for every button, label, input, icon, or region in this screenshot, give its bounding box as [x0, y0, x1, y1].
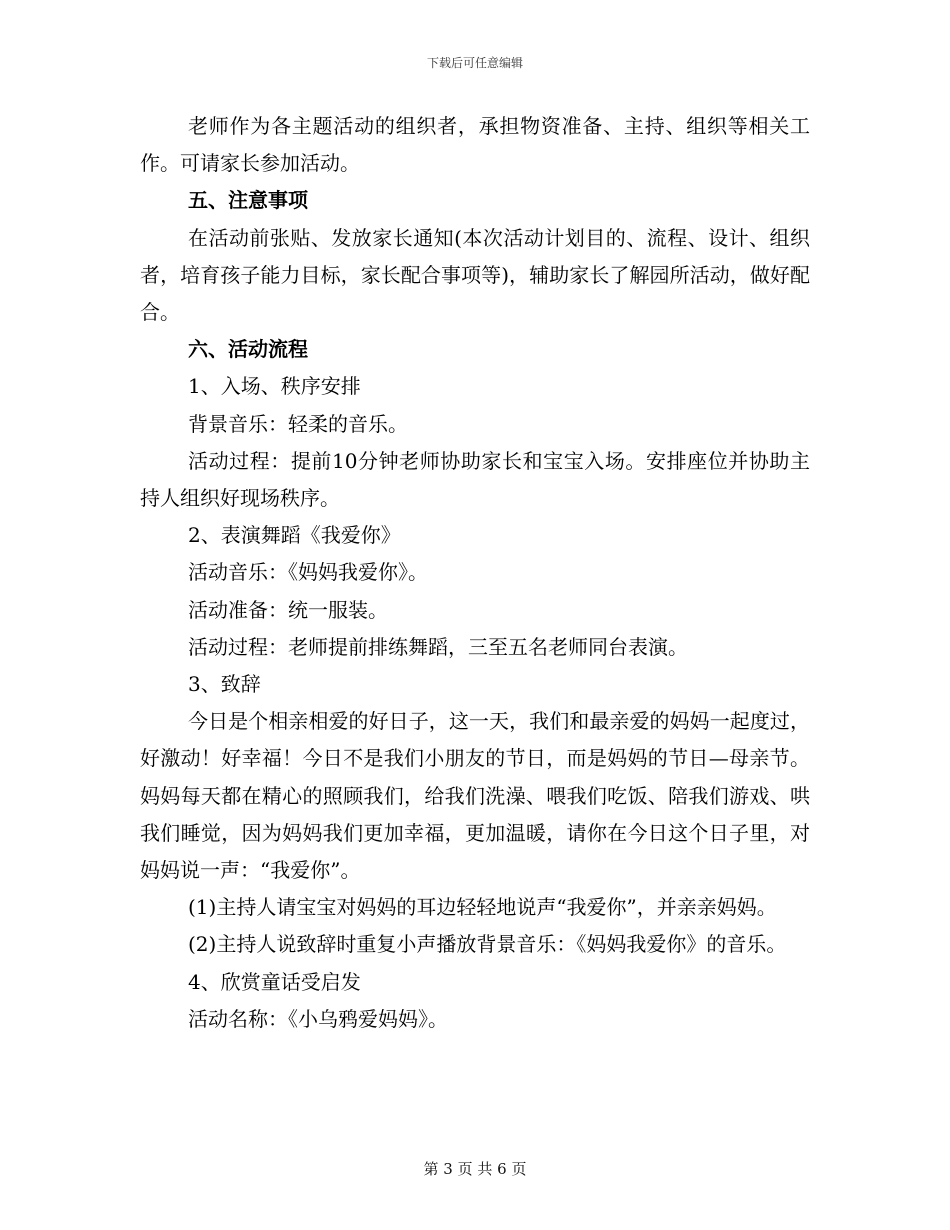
paragraph-story-name: 活动名称：《小乌鸦爱妈妈》。 — [188, 1006, 448, 1031]
paragraph-notice: 在活动前张贴、发放家长通知(本次活动计划目的、流程、设计、组织者，培育孩子能力目标，家长配合事项等)，辅助家长了解园所活动，做好配合。 — [140, 225, 810, 325]
paragraph-background-music: 背景音乐：轻柔的音乐。 — [188, 411, 408, 436]
step-heading-speech: 3、致辞 — [188, 672, 261, 697]
step-heading-dance: 2、表演舞蹈《我爱你》 — [188, 523, 401, 548]
section-heading-process: 六、活动流程 — [188, 337, 308, 362]
paragraph-speech-text: 今日是个相亲相爱的好日子，这一天，我们和最亲爱的妈妈一起度过，好激动！好幸福！今日不是我们小朋友的节日，而是妈妈的节日—母亲节。妈妈每天都在精心的照顾我们，给我们洗澡、喂我们吃饭、陪我们游戏、哄我们睡觉，因为妈妈我们更加幸福，更加温暖，请你在今日这个日子里，对妈妈说一声：“我爱你”。 — [140, 709, 810, 883]
paragraph-organizer-role: 老师作为各主题活动的组织者，承担物资准备、主持、组织等相关工作。可请家长参加活动。 — [140, 114, 810, 176]
paragraph-entry-process: 活动过程：提前10分钟老师协助家长和宝宝入场。安排座位并协助主持人组织好现场秩序。 — [140, 448, 810, 511]
paragraph-dance-process: 活动过程：老师提前排练舞蹈，三至五名老师同台表演。 — [188, 634, 688, 659]
paragraph-speech-item-2: (2)主持人说致辞时重复小声播放背景音乐：《妈妈我爱你》的音乐。 — [188, 932, 787, 957]
page-footer: 第 3 页 共 6 页 — [423, 1160, 527, 1178]
page-header: 下载后可任意编辑 — [426, 56, 523, 70]
paragraph-dance-prep: 活动准备：统一服装。 — [188, 597, 388, 622]
paragraph-speech-item-1: (1)主持人请宝宝对妈妈的耳边轻轻地说声“我爱你”，并亲亲妈妈。 — [188, 895, 777, 920]
step-heading-entry: 1、入场、秩序安排 — [188, 374, 361, 399]
document-body — [140, 108, 810, 1038]
section-heading-notes: 五、注意事项 — [188, 188, 308, 213]
step-heading-story: 4、欣赏童话受启发 — [188, 969, 361, 994]
paragraph-dance-music: 活动音乐：《妈妈我爱你》。 — [188, 560, 428, 585]
